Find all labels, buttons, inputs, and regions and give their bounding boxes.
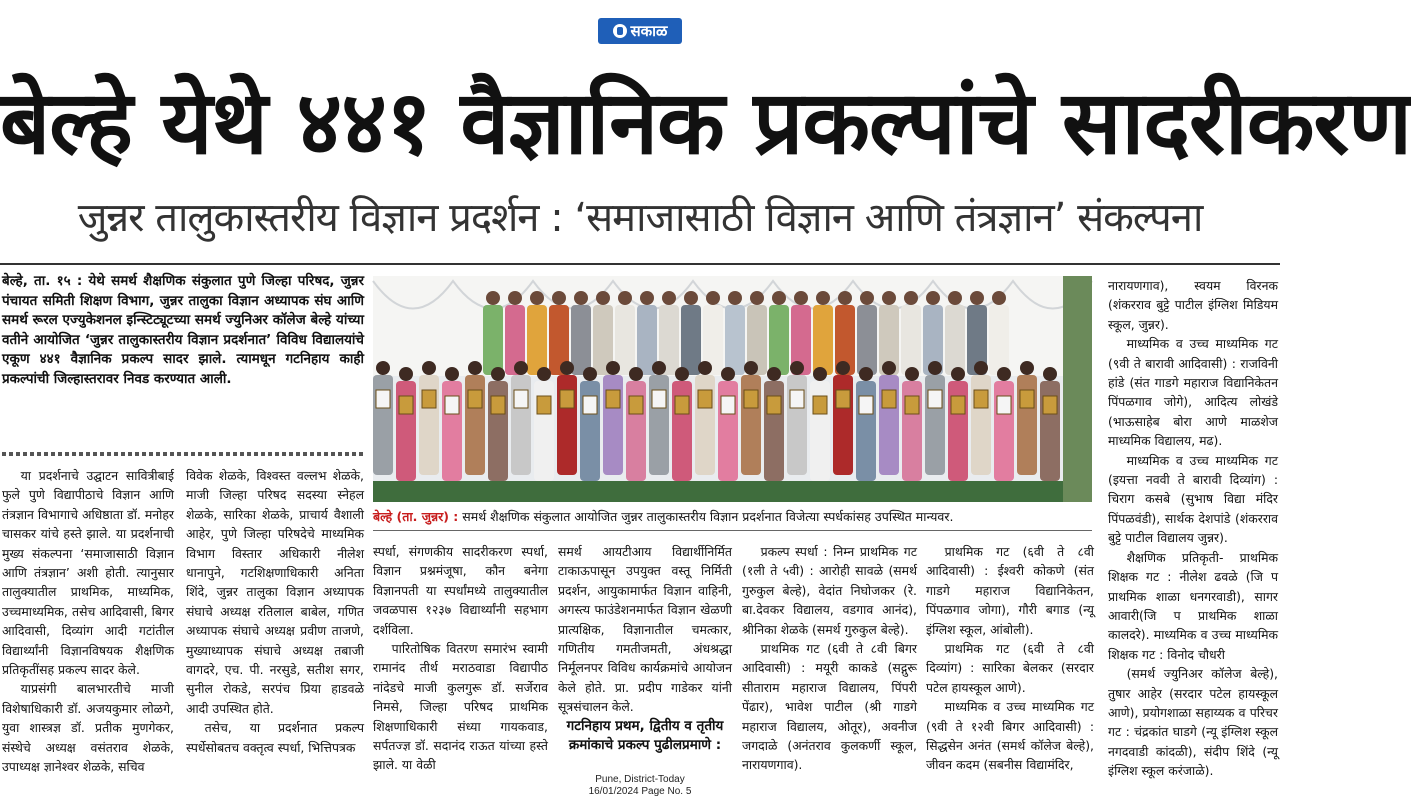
results-subheading: गटनिहाय प्रथम, द्वितीय व तृतीय क्रमांकाचे प्रकल्प पुढीलप्रमाणे :	[566, 717, 724, 753]
paragraph: याप्रसंगी बालभारतीचे माजी विशेषाधिकारी डॉ. अजयकुमार लोळगे, युवा शास्त्रज्ञ डॉ. प्रतीक मुणगेकर, संस्थेचे अध्यक्ष वसंतराव शेळके, उपाध्यक्ष ज्ञानेश्वर शेळके, सचिव	[2, 681, 174, 775]
paragraph: या प्रदर्शनाचे उद्घाटन सावित्रीबाई फुले पुणे विद्यापीठाचे विज्ञान आणि तंत्रज्ञान विभागाचे अधिष्ठाता डॉ. मनोहर चासकर यांचे हस्ते झाले. या प्रदर्शनाची मुख्य संकल्पना ‘समाजासाठी विज्ञान आणि तंत्रज्ञान’ अशी होती. त्यानुसार तालुक्यातील प्राथमिक, माध्यमिक, उच्चमाध्यमिक, तसेच आदिवासी, बिगर आदिवासी, दिव्यांग आदी गटांतील विद्यार्थ्यांनी विज्ञानविषयक शैक्षणिक प्रतिकृतींसह प्रकल्प सादर केले.	[2, 468, 174, 678]
masthead-logo	[598, 18, 682, 44]
paragraph: समर्थ आयटीआय विद्यार्थीनिर्मित टाकाऊपासून उपयुक्त वस्तू निर्मिती प्रदर्शन, आयुकामार्फत विज्ञान वाहिनी, अगस्त्य फाउंडेशनमार्फत विज्ञान खेळणी प्रात्यक्षिक, विज्ञानातील चमत्कार, गणितीय गमतीजमती, अंधश्रद्धा निर्मूलनपर विविध कार्यक्रमांचे आयोजन केले होते. प्रा. प्रदीप गाडेकर यांनी सूत्रसंचालन केले.	[558, 544, 732, 715]
paragraph: प्राथमिक गट (६वी ते ८वी दिव्यांग) : सारिका बेलकर (सरदार पटेल हायस्कूल आणे).	[926, 641, 1094, 695]
paragraph: नारायणगाव), स्वयम विरनक (शंकरराव बुट्टे पाटील इंग्लिश मिडियम स्कूल, जुन्नर).	[1108, 278, 1278, 332]
caption-place: बेल्हे (ता. जुन्नर) :	[373, 509, 459, 524]
page-footer	[540, 774, 740, 798]
column-7	[1108, 276, 1278, 779]
sakal-logo-icon	[613, 24, 627, 38]
event-photo	[373, 276, 1092, 502]
column-1	[2, 466, 174, 775]
caption-text: समर्थ शैक्षणिक संकुलात आयोजित जुन्नर तालुकास्तरीय विज्ञान प्रदर्शनात विजेत्या स्पर्धकांसह उपस्थित मान्यवर.	[462, 509, 954, 524]
masthead-name: सकाळ	[630, 22, 668, 40]
paragraph: शैक्षणिक प्रतिकृती- प्राथमिक शिक्षक गट : नीलेश ढवळे (जि प प्राथमिक शाळा धनगरवाडी), सागर आवारी(जि प प्राथमिक शाळा कालदरे). माध्यमिक व उच्च माध्यमिक शिक्षक गट : विनोद चौधरी	[1108, 549, 1278, 662]
divider	[0, 263, 1280, 265]
paragraph: माध्यमिक व उच्च माध्यमिक गट (इयत्ता नववी ते बारावी दिव्यांग) : चिराग कसबे (सुभाष विद्या मंदिर पिंपळवंडी), सार्थक देशपांडे (शंकरराव बुट्टे पाटील विद्यालय जुन्नर).	[1108, 452, 1278, 546]
paragraph: माध्यमिक व उच्च माध्यमिक गट (९वी ते बारावी आदिवासी) : राजविनी हांडे (संत गाडगे महाराज विद्यानिकेतन पिंपळगाव जोगे), आदित्य लोखंडे (भाऊसाहेब बोरा आणे माळशेज माध्यमिक विद्यालय, मढ).	[1108, 336, 1278, 449]
paragraph: स्पर्धा, संगणकीय सादरीकरण स्पर्धा, विज्ञान प्रश्नमंजूषा, कौन बनेगा विज्ञानपती या स्पर्धांमध्ये तालुक्यातील जवळपास १२३७ विद्यार्थ्यांनी सहभाग दर्शविला.	[373, 544, 548, 637]
paragraph: पारितोषिक वितरण समारंभ स्वामी रामानंद तीर्थ मराठवाडा विद्यापीठ नांदेडचे माजी कुलगुरू डॉ. सर्जेराव निमसे, जिल्हा परिषद प्राथमिक शिक्षणाधिकारी संध्या गायकवाड, सर्पतज्ज्ञ डॉ. सदानंद राऊत यांच्या हस्ते झाले. या वेळी	[373, 641, 548, 773]
paragraph: विवेक शेळके, विश्वस्त वल्लभ शेळके, माजी जिल्हा परिषद सदस्या स्नेहल शेळके, सारिका शेळके, प्राचार्य वैशाली आहेर, पुणे जिल्हा परिषदेचे माध्यमिक विभाग विस्तार अधिकारी नीलेश धानापुने, गटशिक्षणाधिकारी अनिता शिंदे, जुन्नर तालुका विज्ञान अध्यापक संघाचे अध्यक्ष रतिलाल बाबेल, गणित अध्यापक संघाचे अध्यक्ष प्रवीण ताजणे, मुख्याध्यापक संघाचे अध्यक्ष तबाजी वागदरे, एच. पी. नरसुडे, सतीश सगर, सुनील रोकडे, सरपंच प्रिया हाडवळे आदी उपस्थित होते.	[186, 468, 364, 716]
paragraph: (समर्थ ज्युनिअर कॉलेज बेल्हे), तुषार आहेर (सरदार पटेल हायस्कूल आणे), प्रयोगशाळा सहाय्यक व परिचर गट : चंद्रकांत घाडगे (न्यू इंग्लिश स्कूल नगदवाडी कांदळी), संदीप शिंदे (न्यू इंग्लिश स्कूल करंजाळे).	[1108, 666, 1278, 779]
lead-paragraph: बेल्हे, ता. १५ : येथे समर्थ शैक्षणिक संकुलात पुणे जिल्हा परिषद, जुन्नर पंचायत समिती शिक्षण विभाग, जुन्नर तालुका विज्ञान अध्यापक संघ आणि समर्थ रूरल एज्युकेशनल इन्स्टिट्यूटच्या समर्थ ज्युनिअर कॉलेज बेल्हे यांच्या वतीने आयोजित ‘जुन्नर तालुकास्तरीय विज्ञान प्रदर्शनात’ विविध विद्यालयांचे एकूण ४४१ वैज्ञानिक प्रकल्प सादर झाले. त्यामधून गटनिहाय काही प्रकल्पांची जिल्हास्तरावर निवड करण्यात आली.	[2, 273, 364, 387]
paragraph: प्रकल्प स्पर्धा : निम्न प्राथमिक गट (१ली ते ५वी) : आरोही सावळे (समर्थ गुरुकुल बेल्हे), वेदांत निघोजकर (रे. बा.देवकर विद्यालय, वडगाव आनंद), श्रीनिका शेळके (समर्थ गुरुकुल बेल्हे).	[742, 544, 917, 637]
paragraph: प्राथमिक गट (६वी ते ८वी बिगर आदिवासी) : मयूरी काकडे (सद्गुरू सीताराम महाराज विद्यालय, पिंपरी पेंढार), भावेश पाटील (श्री गाडगे महाराज विद्यालय, ओतूर), अवनीज जगदाळे (अनंतराव कुलकर्णी स्कूल, नारायणगाव).	[742, 641, 917, 773]
photo-caption	[373, 507, 1092, 527]
photo-illustration	[373, 276, 1092, 502]
edition-label: Pune, District-Today	[595, 774, 685, 785]
column-6	[926, 542, 1094, 773]
headline: बेल्हे येथे ४४१ वैज्ञानिक प्रकल्पांचे सादरीकरण	[0, 71, 1411, 174]
date-page-label: 16/01/2024 Page No. 5	[588, 786, 692, 797]
column-4	[558, 542, 732, 767]
column-2	[186, 466, 364, 766]
paragraph: तसेच, या प्रदर्शनात प्रकल्प स्पर्धेसोबतच वक्तृत्व स्पर्धा, भित्तिपत्रक	[186, 720, 364, 755]
column-3	[373, 542, 548, 773]
column-5	[742, 542, 917, 773]
lead-divider	[2, 452, 364, 456]
paragraph: माध्यमिक व उच्च माध्यमिक गट (९वी ते १२वी बिगर आदिवासी) : सिद्धसेन अनंत (समर्थ कॉलेज बेल्हे), जीवन कदम (सबनीस विद्यामंदिर,	[926, 699, 1094, 773]
photo-rule	[373, 530, 1092, 531]
subheadline: जुन्नर तालुकास्तरीय विज्ञान प्रदर्शन : ‘समाजासाठी विज्ञान आणि तंत्रज्ञान’ संकल्पना	[77, 195, 1203, 241]
paragraph: प्राथमिक गट (६वी ते ८वी आदिवासी) : ईश्वरी कोकणे (संत गाडगे महाराज विद्यानिकेतन, पिंपळगाव जोगा), गौरी बगाड (न्यू इंग्लिश स्कूल, आंबोली).	[926, 544, 1094, 637]
